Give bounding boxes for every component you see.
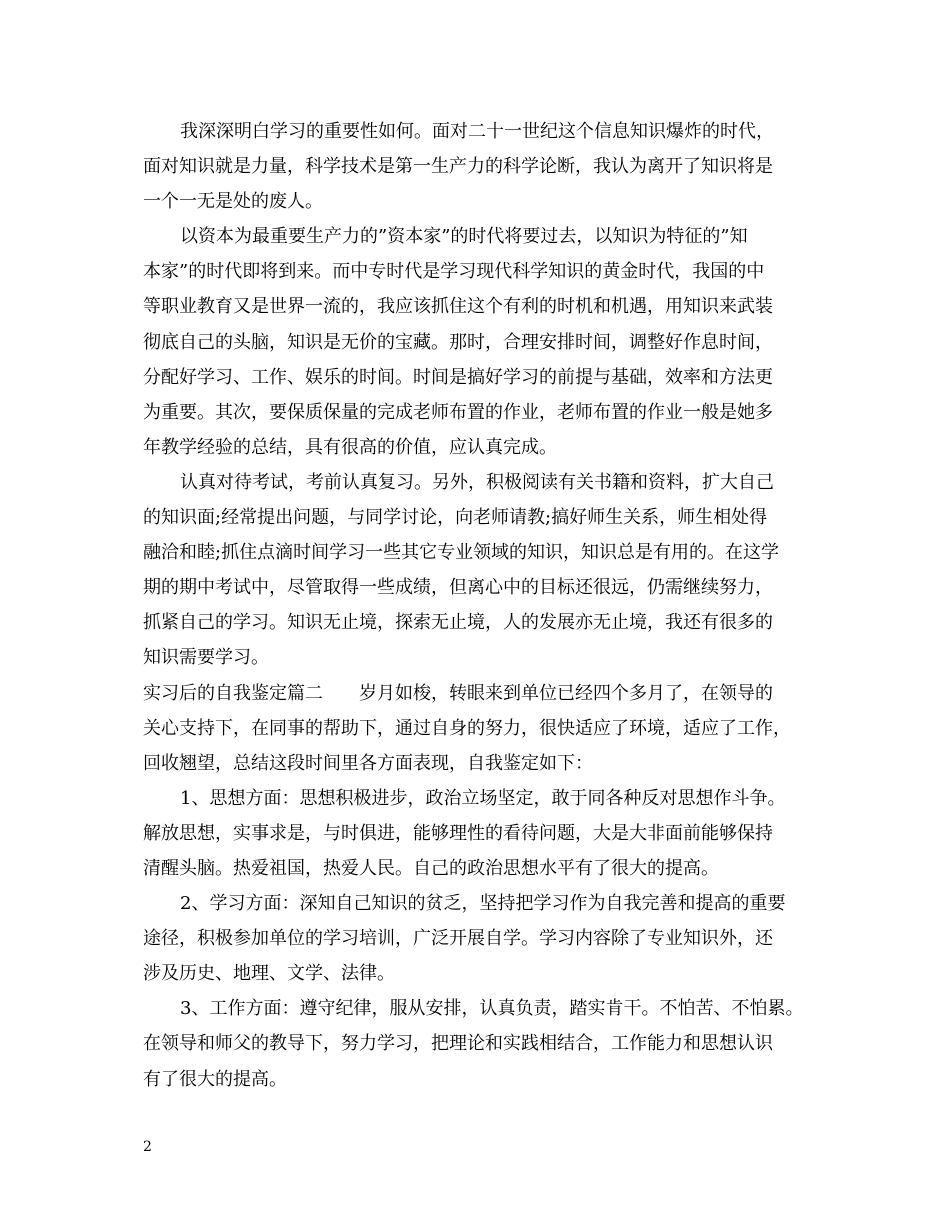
- text-line: 彻底自己的头脑，知识是无价的宝藏。那时，合理安排时间，调整好作息时间，: [143, 331, 773, 353]
- text-line: 3、工作方面：遵守纪律，服从安排，认真负责，踏实肯干。不怕苦、不怕累。: [180, 998, 804, 1020]
- text-line: 在领导和师父的教导下，努力学习，把理论和实践相结合，工作能力和思想认识: [143, 1033, 773, 1055]
- text-line: 实习后的自我鉴定篇二 岁月如梭，转眼来到单位已经四个多月了，在领导的: [143, 682, 773, 704]
- page-number: 2: [143, 1139, 152, 1155]
- text-line: 为重要。其次，要保质保量的完成老师布置的作业，老师布置的作业一般是她多: [143, 401, 773, 423]
- text-line: 解放思想，实事求是，与时俱进，能够理性的看待问题，大是大非面前能够保持: [143, 822, 773, 844]
- text-line: 回收翘望，总结这段时间里各方面表现，自我鉴定如下：: [143, 752, 593, 774]
- document-body: [143, 114, 823, 1097]
- text-line: 知识需要学习。: [143, 647, 269, 669]
- text-line: 涉及历史、地理、文学、法律。: [143, 963, 395, 985]
- text-line: 的知识面;经常提出问题，与同学讨论，向老师请教;搞好师生关系，师生相处得: [143, 507, 768, 529]
- text-line: 分配好学习、工作、娱乐的时间。时间是搞好学习的前提与基础，效率和方法更: [143, 366, 773, 388]
- text-line: 抓紧自己的学习。知识无止境，探索无止境，人的发展亦无止境，我还有很多的: [143, 612, 773, 634]
- text-line: 期的期中考试中，尽管取得一些成绩，但离心中的目标还很远，仍需继续努力，: [143, 577, 773, 599]
- text-line: 面对知识就是力量，科学技术是第一生产力的科学论断，我认为离开了知识将是: [143, 156, 773, 178]
- text-line: 关心支持下，在同事的帮助下，通过自身的努力，很快适应了环境，适应了工作，: [143, 717, 791, 739]
- text-line: 一个一无是处的废人。: [143, 191, 323, 213]
- text-line: 年教学经验的总结，具有很高的价值，应认真完成。: [143, 436, 557, 458]
- text-line: 1、思想方面：思想积极进步，政治立场坚定，敢于同各种反对思想作斗争。: [180, 787, 786, 809]
- text-line: 我深深明白学习的重要性如何。面对二十一世纪这个信息知识爆炸的时代，: [180, 121, 774, 142]
- text-line: 以资本为最重要生产力的”资本家”的时代将要过去，以知识为特征的”知: [180, 226, 748, 248]
- text-line: 认真对待考试，考前认真复习。另外，积极阅读有关书籍和资料，扩大自己: [180, 471, 774, 493]
- text-line: 融洽和睦;抓住点滴时间学习一些其它专业领域的知识，知识总是有用的。在这学: [143, 542, 780, 564]
- text-line: 有了很大的提高。: [143, 1068, 287, 1090]
- text-line: 本家”的时代即将到来。而中专时代是学习现代科学知识的黄金时代，我国的中: [143, 261, 765, 283]
- text-line: 途径，积极参加单位的学习培训，广泛开展自学。学习内容除了专业知识外，还: [143, 928, 773, 950]
- text-line: 2、学习方面：深知自己知识的贫乏，坚持把学习作为自我完善和提高的重要: [180, 893, 786, 915]
- text-line: 清醒头脑。热爱祖国，热爱人民。自己的政治思想水平有了很大的提高。: [143, 857, 719, 879]
- text-line: 等职业教育又是世界一流的，我应该抓住这个有利的时机和机遇，用知识来武装: [143, 296, 773, 318]
